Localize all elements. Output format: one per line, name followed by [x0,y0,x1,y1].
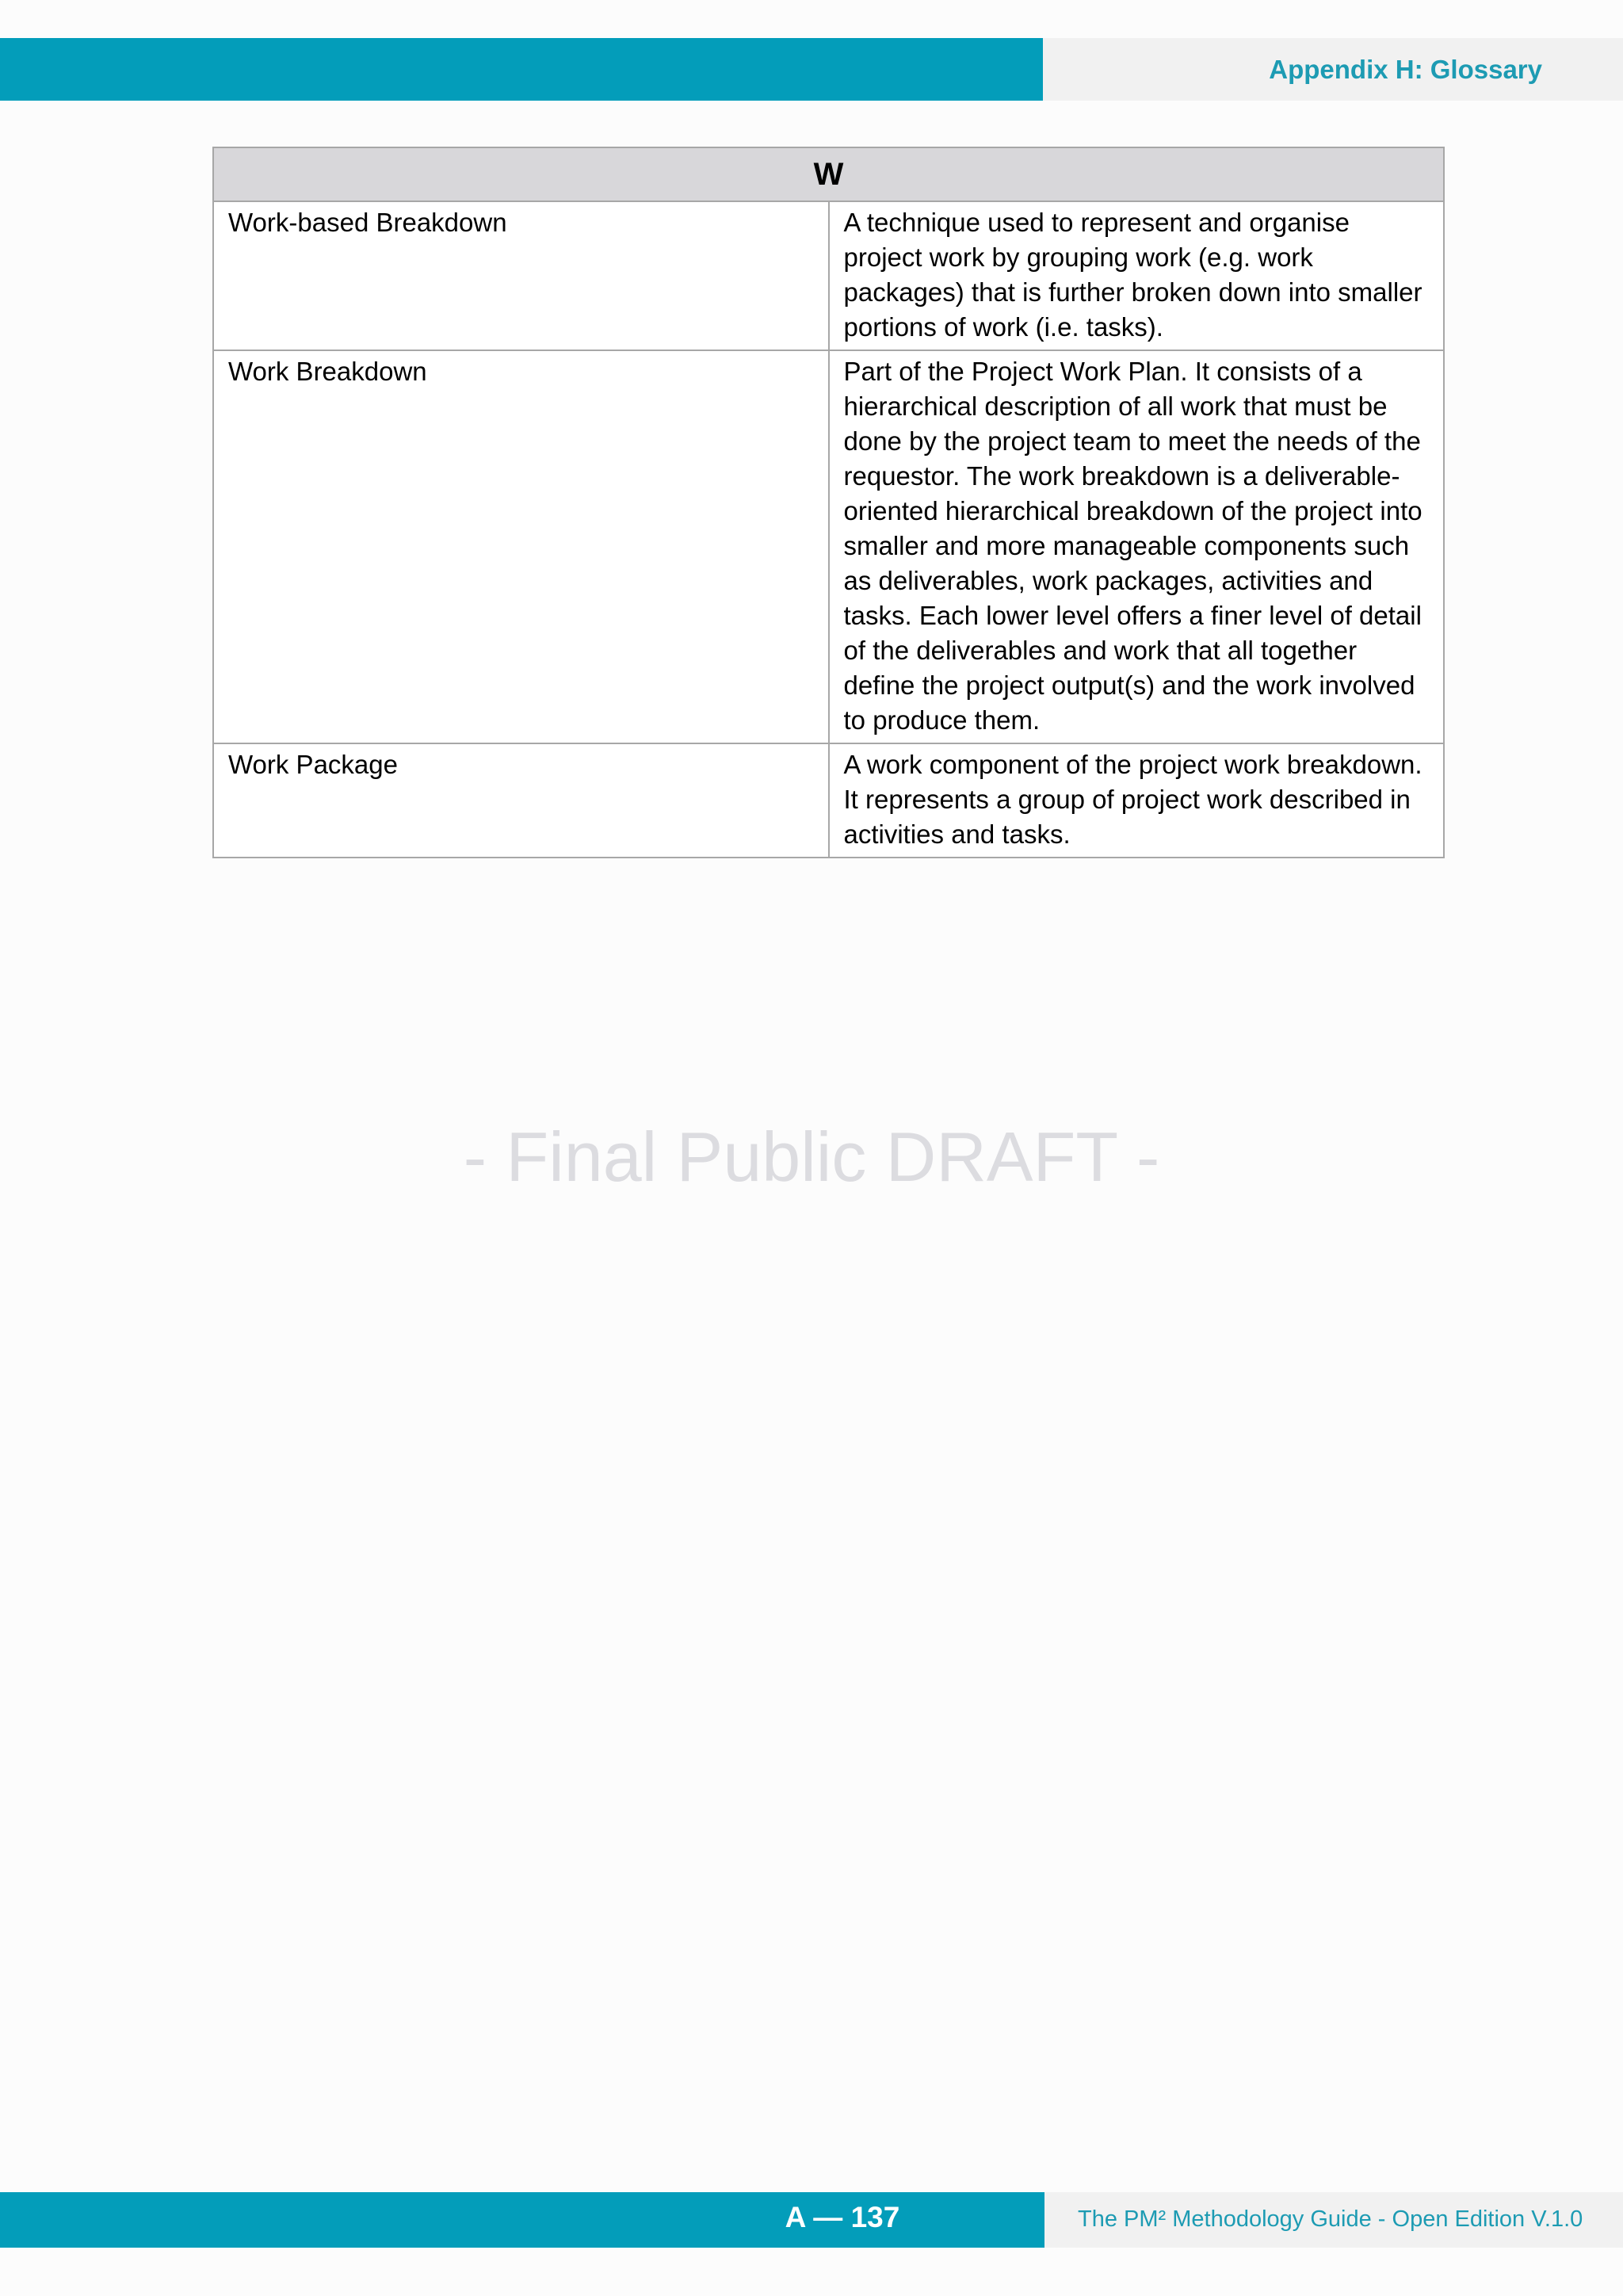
glossary-row [213,743,1444,858]
page-header-title: Appendix H: Glossary [1269,55,1542,84]
glossary-term: Work-based Breakdown [213,201,829,350]
glossary-term: Work Breakdown [213,350,829,743]
header-accent-bar [0,38,1043,101]
glossary-definition: A work component of the project work breakdown. It represents a group of project work described in activities and tasks. [829,743,1445,858]
glossary-term: Work Package [213,743,829,858]
glossary-definition: Part of the Project Work Plan. It consists of a hierarchical description of all work that must be done by the project team to meet the needs of the requestor. The work breakdown is a deliverable-oriented hierarchical breakdown of the project into smaller and more manageable components such as deliverables, work packages, activities and tasks. Each lower level offers a finer level of detail of the deliverables and work that all together define the project output(s) and the work involved to produce them. [829,350,1445,743]
glossary-row [213,201,1444,350]
glossary-section-letter: W [213,147,1444,201]
footer-document-title: The PM² Methodology Guide - Open Edition V.1.0 [1078,2206,1583,2232]
draft-watermark: - Final Public DRAFT - [463,1117,1160,1196]
page-number: A — 137 [785,2201,900,2233]
glossary-row [213,350,1444,743]
glossary-definition: A technique used to represent and organise project work by grouping work (e.g. work packages) that is further broken down into smaller portions of work (i.e. tasks). [829,201,1445,350]
glossary-table [212,147,1445,858]
